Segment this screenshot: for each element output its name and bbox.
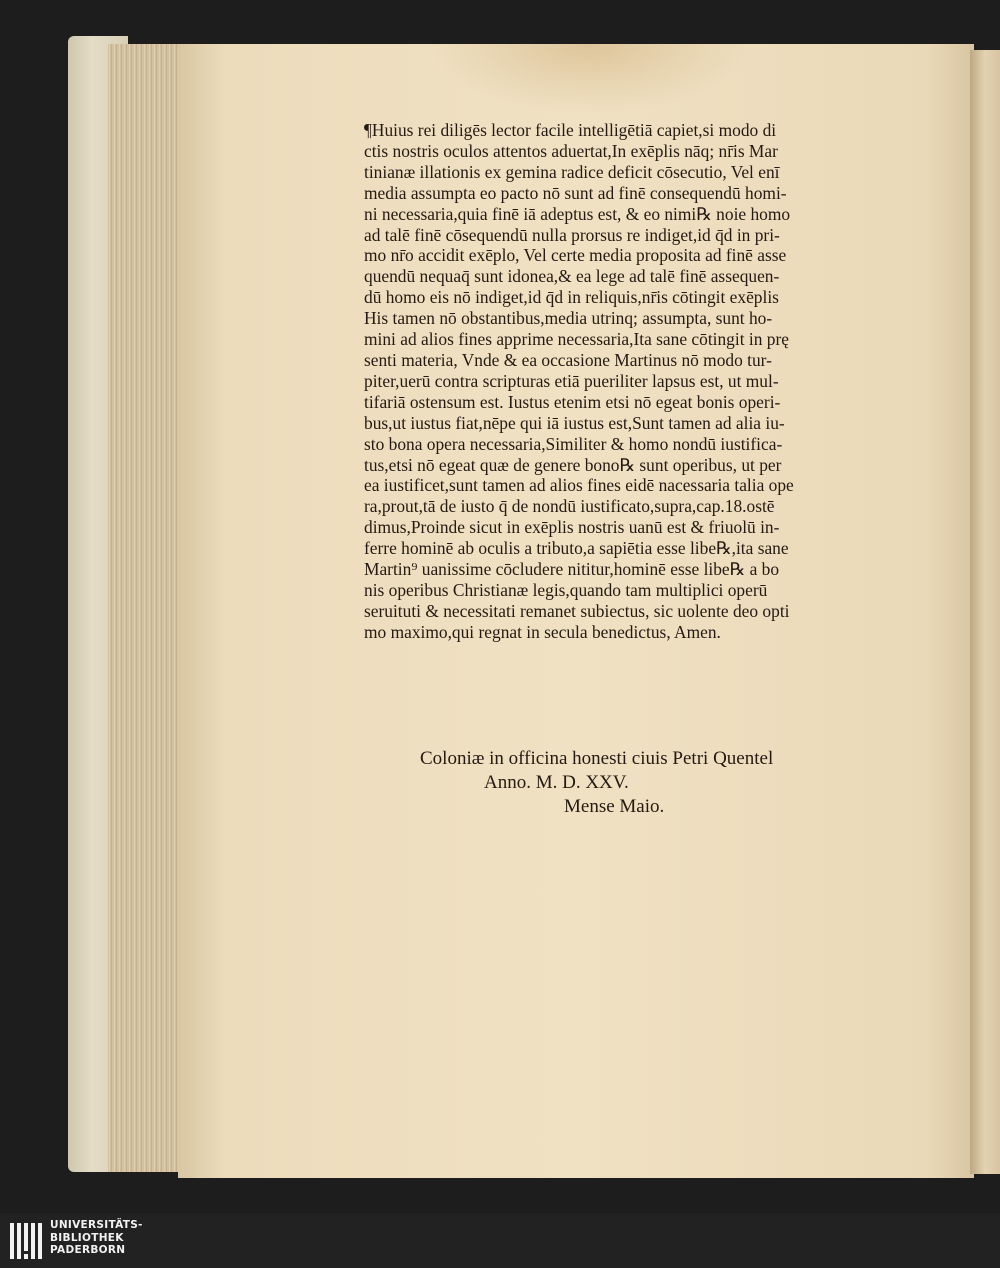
library-name [50, 1219, 143, 1257]
text-line: tifariā ostensum est. Iustus etenim etsi nō egeat bonis operi- [364, 391, 781, 412]
text-line: tus,etsi nō egeat quæ de genere bono℞ sunt operibus, ut per [364, 454, 782, 475]
library-name-line: UNIVERSITÄTS- [50, 1219, 143, 1231]
text-line: sto bona opera necessaria,Similiter & homo nondū iustifica- [364, 433, 783, 454]
text-line: ¶Huius rei diligēs lector facile intelligētiā capiet,si modo di [364, 120, 777, 140]
text-line: mo nr̄o accidit exēplo, Vel certe media proposita ad finē asse [364, 245, 787, 266]
text-line: ea iustificet,sunt tamen ad alios fines eidē nacessaria talia ope [364, 475, 794, 496]
colophon [420, 747, 880, 819]
text-line: mini ad alios fines apprime necessaria,Ita sane cōtingit in prę [364, 329, 789, 350]
text-line: ad talē finē cōsequendū nulla prorsus re indiget,id q̄d in pri- [364, 224, 780, 245]
text-line: seruituti & necessitati remanet subiectus, sic uolente deo opti [364, 600, 790, 621]
text-line: media assumpta eo pacto nō sunt ad finē consequendū homi- [364, 182, 787, 203]
text-line: mo maximo,qui regnat in secula benedictus, Amen. [364, 621, 721, 642]
text-line: ctis nostris oculos attentos aduertat,In exēplis nāq; nr̄is Mar [364, 140, 778, 161]
text-line: quendū nequaq̄ sunt idonea,& ea lege ad talē finē assequen- [364, 266, 780, 287]
text-line: Martin⁹ uanissime cōcludere nititur,hominē esse libe℞ a bo [364, 559, 780, 580]
text-line: senti materia, Vnde & ea occasione Martinus nō modo tur- [364, 349, 772, 370]
colophon-month: Mense Maio. [564, 796, 665, 817]
text-line: bus,ut iustus fiat,nēpe qui iā iustus est,Sunt tamen ad alia iu- [364, 412, 785, 433]
page-stain [430, 44, 750, 114]
text-line: His tamen nō obstantibus,media utrinq; assumpta, sunt ho- [364, 308, 773, 329]
text-line: ni necessaria,quia finē iā adeptus est, & eo nimi℞ noie homo [364, 203, 791, 224]
footer-bar [0, 1213, 1000, 1268]
text-line: nis operibus Christianæ legis,quando tam multiplici operū [364, 579, 768, 600]
text-line: ferre hominē ab oculis a tributo,a sapiētia esse libe℞,ita sane [364, 538, 789, 559]
colophon-printer: Coloniæ in officina honesti ciuis Petri Quentel [420, 748, 774, 769]
text-line: dimus,Proinde sicut in exēplis nostris uanū est & friuolū in- [364, 517, 780, 538]
text-line: tinianæ illationis ex gemina radice deficit cōsecutio, Vel enī [364, 161, 780, 182]
text-line: piter,uerū contra scripturas etiā pueriliter lapsus est, ut mul- [364, 370, 779, 391]
facing-page-edge [970, 50, 1000, 1174]
text-line: dū homo eis nō indiget,id q̄d in reliquis,nr̄is cōtingit exēplis [364, 287, 779, 308]
library-name-line: BIBLIOTHEK [50, 1231, 124, 1244]
library-name-line: PADERBORN [50, 1244, 126, 1256]
body-text [364, 120, 910, 643]
text-line: ra,prout,tā de iusto q̄ de nondū iustificato,supra,cap.18.ostē [364, 496, 775, 517]
colophon-year: Anno. M. D. XXV. [484, 772, 629, 793]
library-logo-icon [8, 1221, 46, 1261]
